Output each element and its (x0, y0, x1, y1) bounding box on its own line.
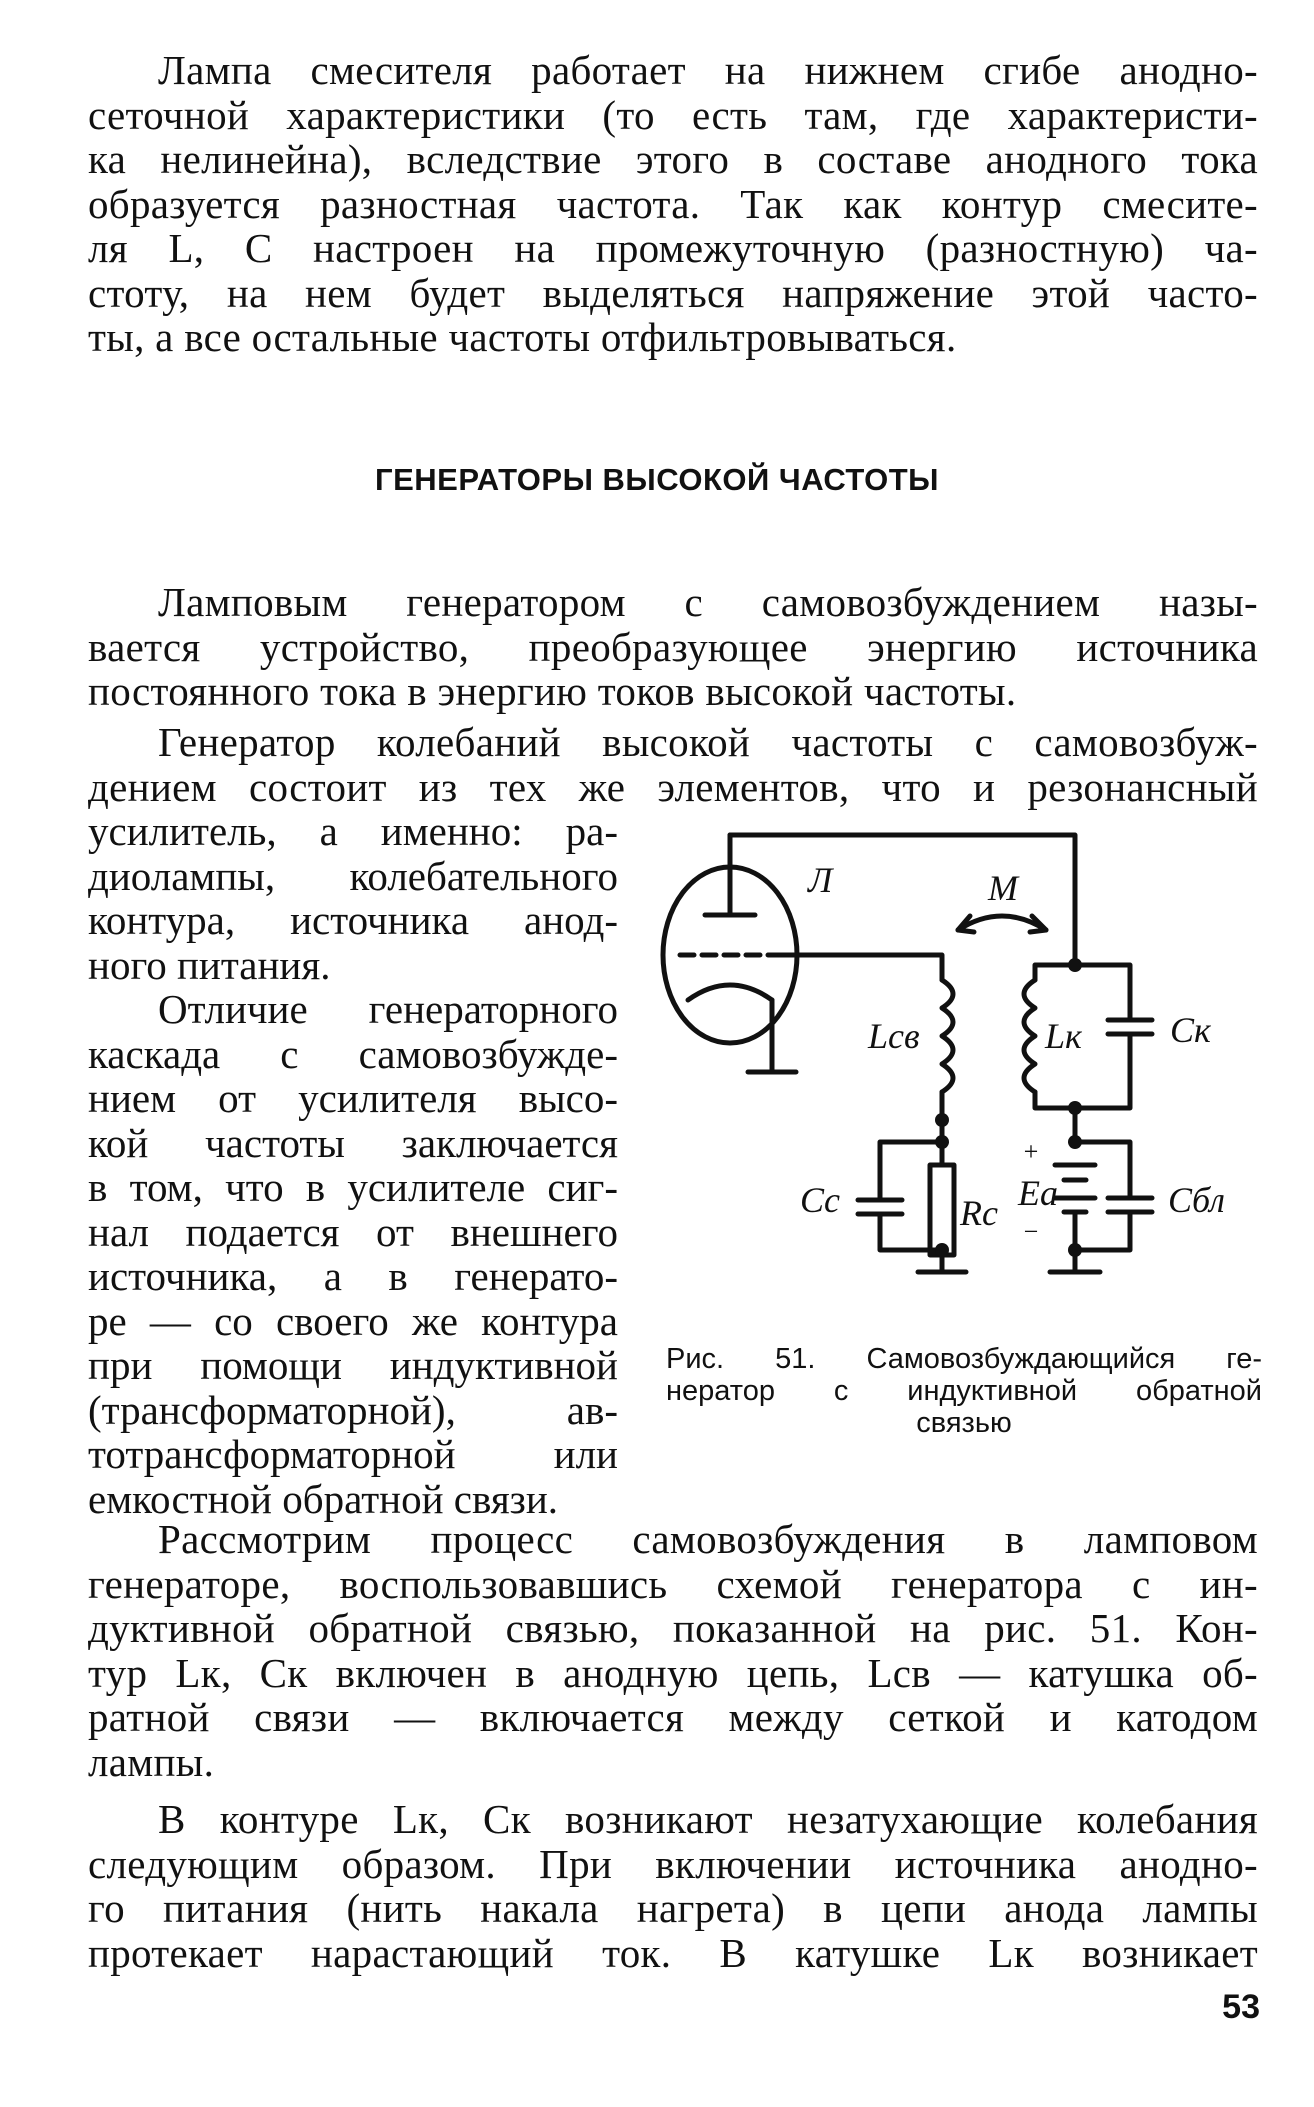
label-c-c: Cс (800, 1180, 840, 1220)
text-line: дуктивной обратной связью, показанной на рис. 51. Кон- (88, 1605, 1258, 1651)
coil-l-k (1024, 980, 1035, 1092)
text-line: тур Lк, Cк включен в анодную цепь, Lсв — катушка об- (88, 1649, 1258, 1696)
text-line: нием от усилителя высо- (88, 1075, 618, 1121)
text-line: кой частоты заключается (88, 1119, 618, 1166)
text-line: контура, источника анод- (88, 897, 618, 943)
text-line: В контуре Lк, Cк возникают незатухающие колебания (158, 1796, 1258, 1842)
junction-dot (935, 1135, 949, 1149)
label-e-a: Eа (1018, 1173, 1058, 1213)
paragraph-consider (88, 1517, 1258, 1784)
ck-top-wire (1075, 965, 1130, 1020)
text-line: нал подается от внешнего (88, 1208, 618, 1255)
text-line: ного питания. (88, 941, 331, 988)
cc-top-wire (880, 1142, 942, 1200)
label-c-k: Cк (1170, 1010, 1211, 1050)
junction-dot (1068, 1243, 1082, 1257)
junction-dot (935, 1113, 949, 1127)
cbl-bottom-wire (1075, 1212, 1130, 1250)
text-line: го питания (нить накала нагрета) в цепи анода лампы (88, 1885, 1258, 1931)
label-plus: + (1022, 1137, 1040, 1166)
text-line: в том, что в усилителе сиг- (88, 1164, 618, 1210)
resistor-rc (930, 1165, 954, 1255)
paragraph-composition (88, 720, 1258, 809)
text-line: Отличие генераторного (158, 986, 618, 1032)
paragraph-definition (88, 580, 1258, 714)
text-line: диолампы, колебательного (88, 852, 618, 899)
junction-dot (1068, 1101, 1082, 1115)
text-line: ка нелинейна), вследствие этого в составе анодного тока (88, 136, 1258, 182)
text-line: ре — со своего же контура (88, 1297, 618, 1344)
text-line: ратной связи — включается между сеткой и катодом (88, 1694, 1258, 1740)
figure-caption (666, 1343, 1262, 1439)
ck-bottom-wire (1075, 1034, 1130, 1108)
text-line: Генератор колебаний высокой частоты с самовозбуж- (158, 719, 1258, 765)
text-line: тотрансформаторной или (88, 1431, 618, 1477)
text-line: Лампа смесителя работает на нижнем сгибе анодно- (158, 47, 1258, 93)
tube-cathode (688, 985, 772, 1000)
cc-bottom-wire (880, 1214, 942, 1250)
text-line: дением состоит из тех же элементов, что и резонансный (88, 763, 1258, 810)
text-line: усилитель, а именно: ра- (88, 808, 618, 854)
text-line: емкостной обратной связи. (88, 1475, 559, 1522)
label-mutual: М (988, 868, 1018, 908)
paragraph-mixer (88, 48, 1258, 360)
paragraph-oscillation (88, 1797, 1258, 1975)
text-line: следующим образом. При включении источника анодно- (88, 1840, 1258, 1887)
page-number: 53 (1222, 1988, 1260, 2026)
label-l-sv: Lсв (868, 1016, 920, 1056)
paragraph-difference-column (88, 987, 618, 1521)
coil-l-sv (942, 980, 953, 1092)
text-line: стоту, на нем будет выделяться напряжение этой часто- (88, 269, 1258, 316)
label-lamp: Л (808, 860, 833, 900)
text-line: генераторе, воспользовавшись схемой генератора с ин- (88, 1560, 1258, 1607)
text-line: лампы. (88, 1738, 215, 1785)
caption-line: Рис. 51. Самовозбуждающийся ге- (666, 1343, 1262, 1375)
label-c-bl: Cбл (1168, 1180, 1225, 1220)
cbl-top-wire (1075, 1142, 1130, 1198)
label-l-k: Lк (1045, 1016, 1082, 1056)
label-minus: − (1022, 1217, 1040, 1246)
junction-dot (1068, 1135, 1082, 1149)
text-line: сеточной характеристики (то есть там, где характеристи- (88, 91, 1258, 138)
circuit-diagram (640, 820, 1270, 1340)
text-line: Рассмотрим процесс самовозбуждения в ламповом (158, 1516, 1258, 1562)
text-line: протекает нарастающий ток. В катушке Lк возникает (88, 1929, 1258, 1976)
caption-line: нератор с индуктивной обратной (666, 1375, 1262, 1407)
text-line: источника, а в генерато- (88, 1253, 618, 1299)
text-line: каскада с самовозбужде- (88, 1030, 618, 1077)
text-line: ля L, C настроен на промежуточную (разностную) ча- (88, 225, 1258, 271)
text-line: вается устройство, преобразующее энергию источника (88, 623, 1258, 670)
junction-dot (935, 1243, 949, 1257)
text-line: постоянного тока в энергию токов высокой частоты. (88, 668, 1017, 714)
label-r-c: Rс (960, 1193, 998, 1233)
text-line: ты, а все остальные частоты отфильтровываться. (88, 314, 957, 360)
grid-wire (780, 955, 942, 980)
section-heading: ГЕНЕРАТОРЫ ВЫСОКОЙ ЧАСТОТЫ (375, 462, 939, 497)
paragraph-composition-column (88, 809, 618, 987)
text-line: (трансформаторной), ав- (88, 1386, 618, 1433)
junction-dot (1068, 958, 1082, 972)
caption-line: связью (916, 1407, 1012, 1439)
text-line: Ламповым генератором с самовозбуждением назы- (158, 579, 1258, 625)
text-line: при помощи индуктивной (88, 1342, 618, 1388)
text-line: образуется разностная частота. Так как контур смесите- (88, 180, 1258, 227)
